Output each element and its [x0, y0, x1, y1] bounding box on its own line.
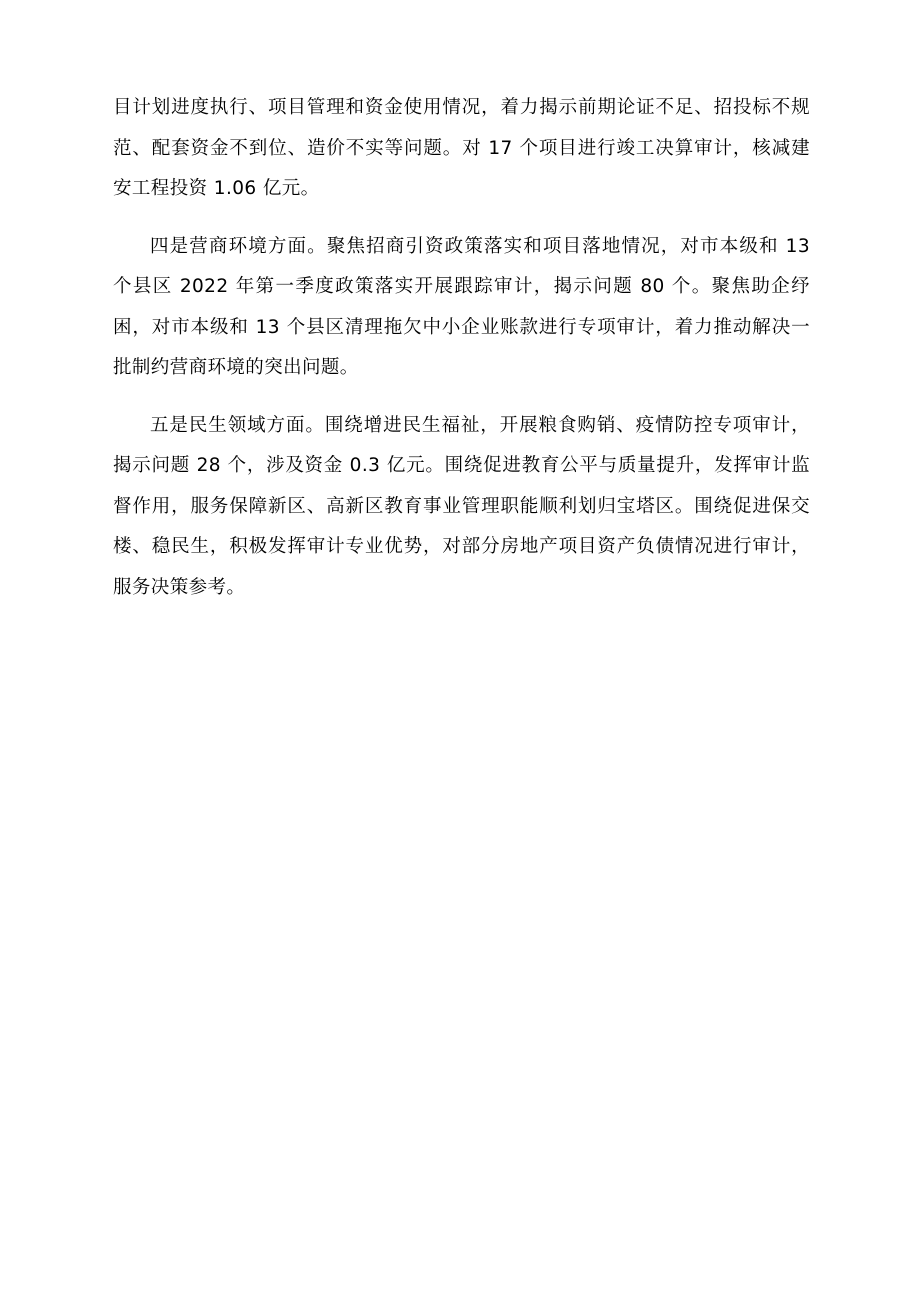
paragraph-text: 围绕增进民生福祉，开展粮食购销、疫情防控专项审计，揭示问题 28 个，涉及资金 0.3 亿元。围绕促进教育公平与质量提升，发挥审计监督作用，服务保障新区、高新区教育事业管理职能顺利划归宝塔区。围绕促进保交楼、稳民生，积极发挥审计专业优势，对部分房地产项目资产负债情况进行审计，服务决策参考。 — [113, 414, 810, 598]
document-body — [113, 88, 810, 608]
paragraph-text: 目计划进度执行、项目管理和资金使用情况，着力揭示前期论证不足、招投标不规范、配套资金不到位、造价不实等问题。对 17 个项目进行竣工决算审计，核减建安工程投资 1.06 亿元。 — [113, 97, 810, 199]
paragraph-text: 聚焦招商引资政策落实和项目落地情况，对市本级和 13 个县区 2022 年第一季度政策落实开展跟踪审计，揭示问题 80 个。聚焦助企纾困，对市本级和 13 个县区清理拖欠中小企业账款进行专项审计，着力推动解决一批制约营商环境的突出问题。 — [113, 235, 810, 378]
paragraph-lead: 五是民生领域方面。 — [150, 414, 325, 436]
paragraph-livelihood — [113, 406, 810, 609]
paragraph-business-environment — [113, 227, 810, 389]
paragraph-continuation — [113, 88, 810, 210]
paragraph-lead: 四是营商环境方面。 — [150, 235, 327, 257]
